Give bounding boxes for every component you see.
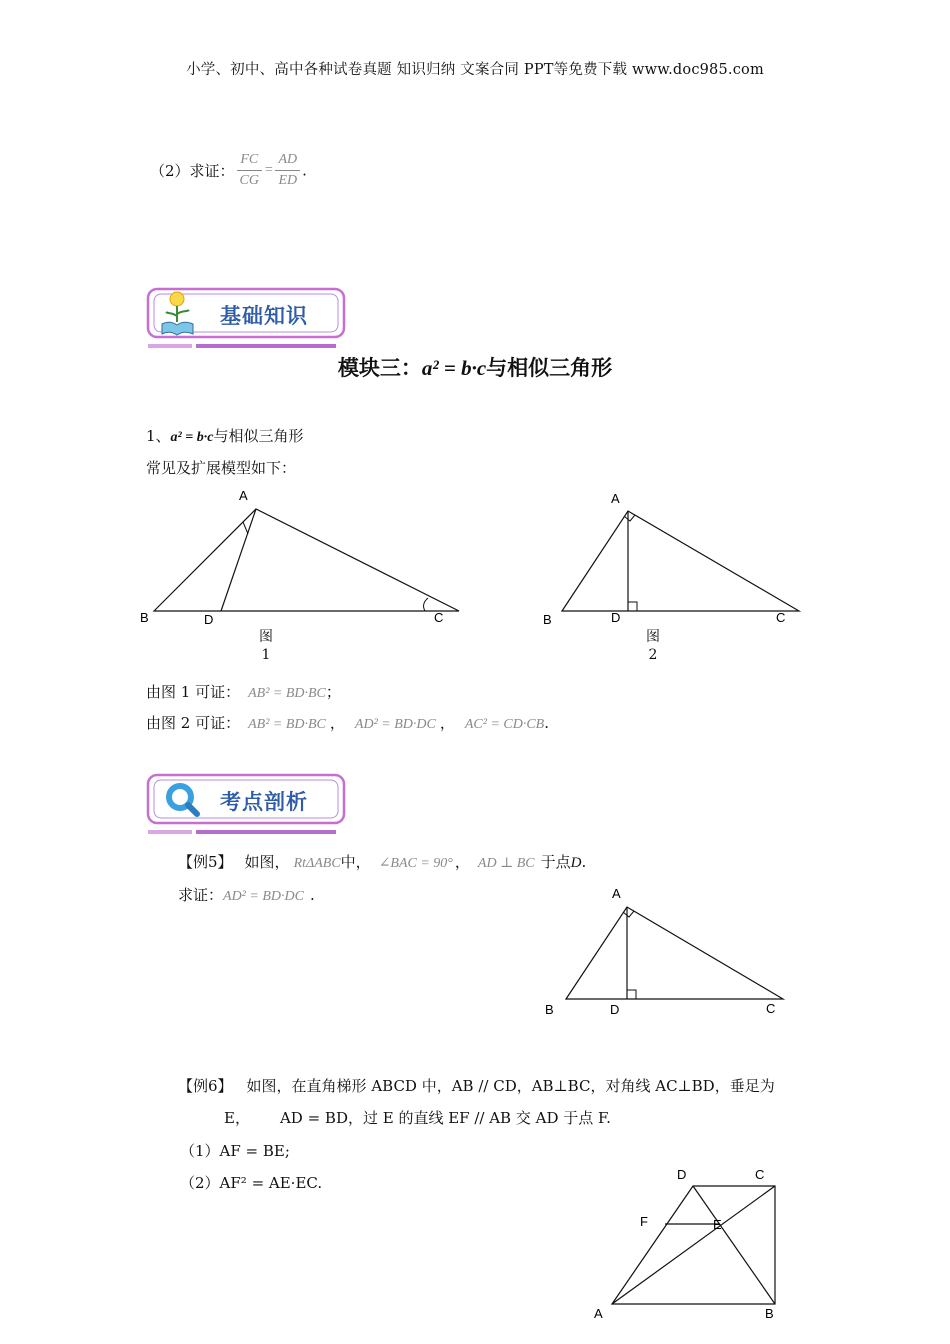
label-c: C: [755, 1167, 765, 1182]
text: ，: [454, 853, 470, 871]
label-a: A: [612, 886, 621, 901]
label-c: C: [434, 610, 444, 625]
label-b: B: [543, 612, 552, 627]
page-header: 小学、初中、高中各种试卷真题 知识归纳 文案合同 PPT等免费下载 www.doc985.com: [186, 62, 764, 78]
text: E，: [224, 1109, 250, 1127]
proof-end: .: [544, 714, 550, 732]
segment-ad: [221, 509, 256, 611]
triangle-abc: [154, 509, 459, 611]
proof-figure-1: [146, 681, 341, 702]
proof-formula: AB² = BD·BC: [248, 686, 326, 701]
part-2-label: （2）求证：: [150, 162, 235, 180]
module-title: [0, 352, 950, 382]
part-2-statement: [150, 150, 307, 191]
module-title-formula: a² = b·c: [421, 356, 487, 380]
label-a: A: [594, 1306, 603, 1321]
example-6-question-2: （2）AF² = AE·EC.: [180, 1174, 323, 1192]
proof-label: 由图 2 可证：: [146, 714, 241, 732]
models-intro: 常见及扩展模型如下：: [146, 459, 297, 477]
figure-2: [535, 485, 810, 630]
fraction-fc-cg: [237, 150, 262, 191]
prove-formula: AD² = BD·DC: [223, 889, 304, 904]
text: 于点: [540, 853, 571, 871]
label-a: A: [611, 491, 620, 506]
caption-line-1: 图: [259, 629, 273, 645]
figure-1: [130, 485, 475, 630]
banner-key-points: [146, 772, 352, 838]
proof-figure-2: [146, 712, 549, 733]
text: 中，: [340, 853, 371, 871]
label-d: D: [610, 1002, 620, 1017]
right-angle-d: [628, 602, 637, 611]
equals-sign: =: [264, 162, 274, 178]
text: AD = BD，过 E 的直线 EF // AB 交 AD 于点 F.: [279, 1109, 611, 1127]
magnifier-icon: [164, 782, 204, 822]
module-title-suffix: 与相似三角形: [486, 356, 613, 380]
example-tag: 【例5】: [178, 853, 233, 871]
proof-formula-3: AC² = CD·CB: [464, 717, 545, 732]
formula-perpendicular: AD ⊥ BC: [477, 856, 535, 871]
label-b: B: [765, 1306, 774, 1321]
part-2-end: .: [302, 161, 307, 180]
text: 如图，: [244, 853, 290, 871]
caption-line-2: 1: [261, 647, 271, 663]
right-angle-a: [624, 515, 635, 521]
label-a: A: [239, 488, 248, 503]
diagonal-ac: [612, 1186, 775, 1304]
label-b: B: [545, 1002, 554, 1017]
fraction-numerator: FC: [237, 150, 262, 171]
banner-basic-knowledge: [146, 286, 352, 352]
figure-example-5: [535, 880, 815, 1020]
formula-rt-triangle: RtΔABC: [293, 856, 341, 871]
label-b: B: [140, 610, 149, 625]
label-d: D: [204, 612, 214, 627]
triangle-abc: [562, 511, 799, 611]
text: .: [581, 853, 587, 871]
caption-line-1: 图: [646, 629, 660, 645]
item-1-number: 1、: [146, 427, 171, 445]
book-lightbulb-icon: [160, 290, 206, 338]
triangle-abc: [566, 907, 783, 999]
formula-angle: ∠BAC = 90°: [378, 856, 453, 871]
label-f: F: [640, 1214, 648, 1229]
label-e: E: [713, 1217, 722, 1232]
fraction-ad-ed: [275, 150, 300, 191]
proof-formula-2: AD² = BD·DC: [354, 717, 436, 732]
angle-mark-c: [424, 598, 428, 611]
fraction-denominator: ED: [278, 173, 298, 188]
banner-label: 基础知识: [220, 304, 308, 328]
figure-example-6: [585, 1160, 795, 1340]
example-6-question-1: （1）AF = BE;: [180, 1142, 290, 1160]
separator: ，: [439, 714, 455, 732]
banner-label: 考点剖析: [220, 790, 308, 814]
example-6-line-1: [178, 1075, 775, 1096]
label-d: D: [677, 1167, 687, 1182]
prove-end: .: [309, 886, 315, 904]
proof-formula-1: AB² = BD·BC: [248, 717, 326, 732]
proof-label: 由图 1 可证：: [146, 683, 241, 701]
example-5-statement: [178, 851, 586, 872]
label-c: C: [776, 610, 786, 625]
label-c: C: [766, 1001, 776, 1016]
text: 如图，在直角梯形 ABCD 中，AB // CD，AB⊥BC，对角线 AC⊥BD，垂足为: [246, 1077, 775, 1095]
label-d: D: [611, 610, 621, 625]
point-d: D: [570, 855, 582, 871]
item-1-heading: [146, 425, 303, 446]
prove-label: 求证：: [178, 886, 224, 904]
right-angle-d: [627, 990, 636, 999]
figure-2-caption: [641, 628, 665, 664]
example-tag: 【例6】: [178, 1077, 233, 1095]
fraction-numerator: AD: [275, 150, 300, 171]
example-6-line-2: [224, 1107, 611, 1128]
module-title-prefix: 模块三：: [337, 356, 422, 380]
right-angle-a: [623, 911, 634, 917]
item-1-formula: a² = b·c: [170, 430, 214, 445]
figure-1-caption: [254, 628, 278, 664]
fraction-denominator: CG: [239, 173, 259, 188]
proof-end: ；: [325, 683, 341, 701]
example-5-prove: [178, 884, 315, 905]
caption-line-2: 2: [648, 647, 658, 663]
item-1-suffix: 与相似三角形: [213, 427, 304, 445]
angle-mark-bad: [243, 522, 248, 534]
diagonal-bd: [693, 1186, 775, 1304]
separator: ，: [329, 714, 345, 732]
